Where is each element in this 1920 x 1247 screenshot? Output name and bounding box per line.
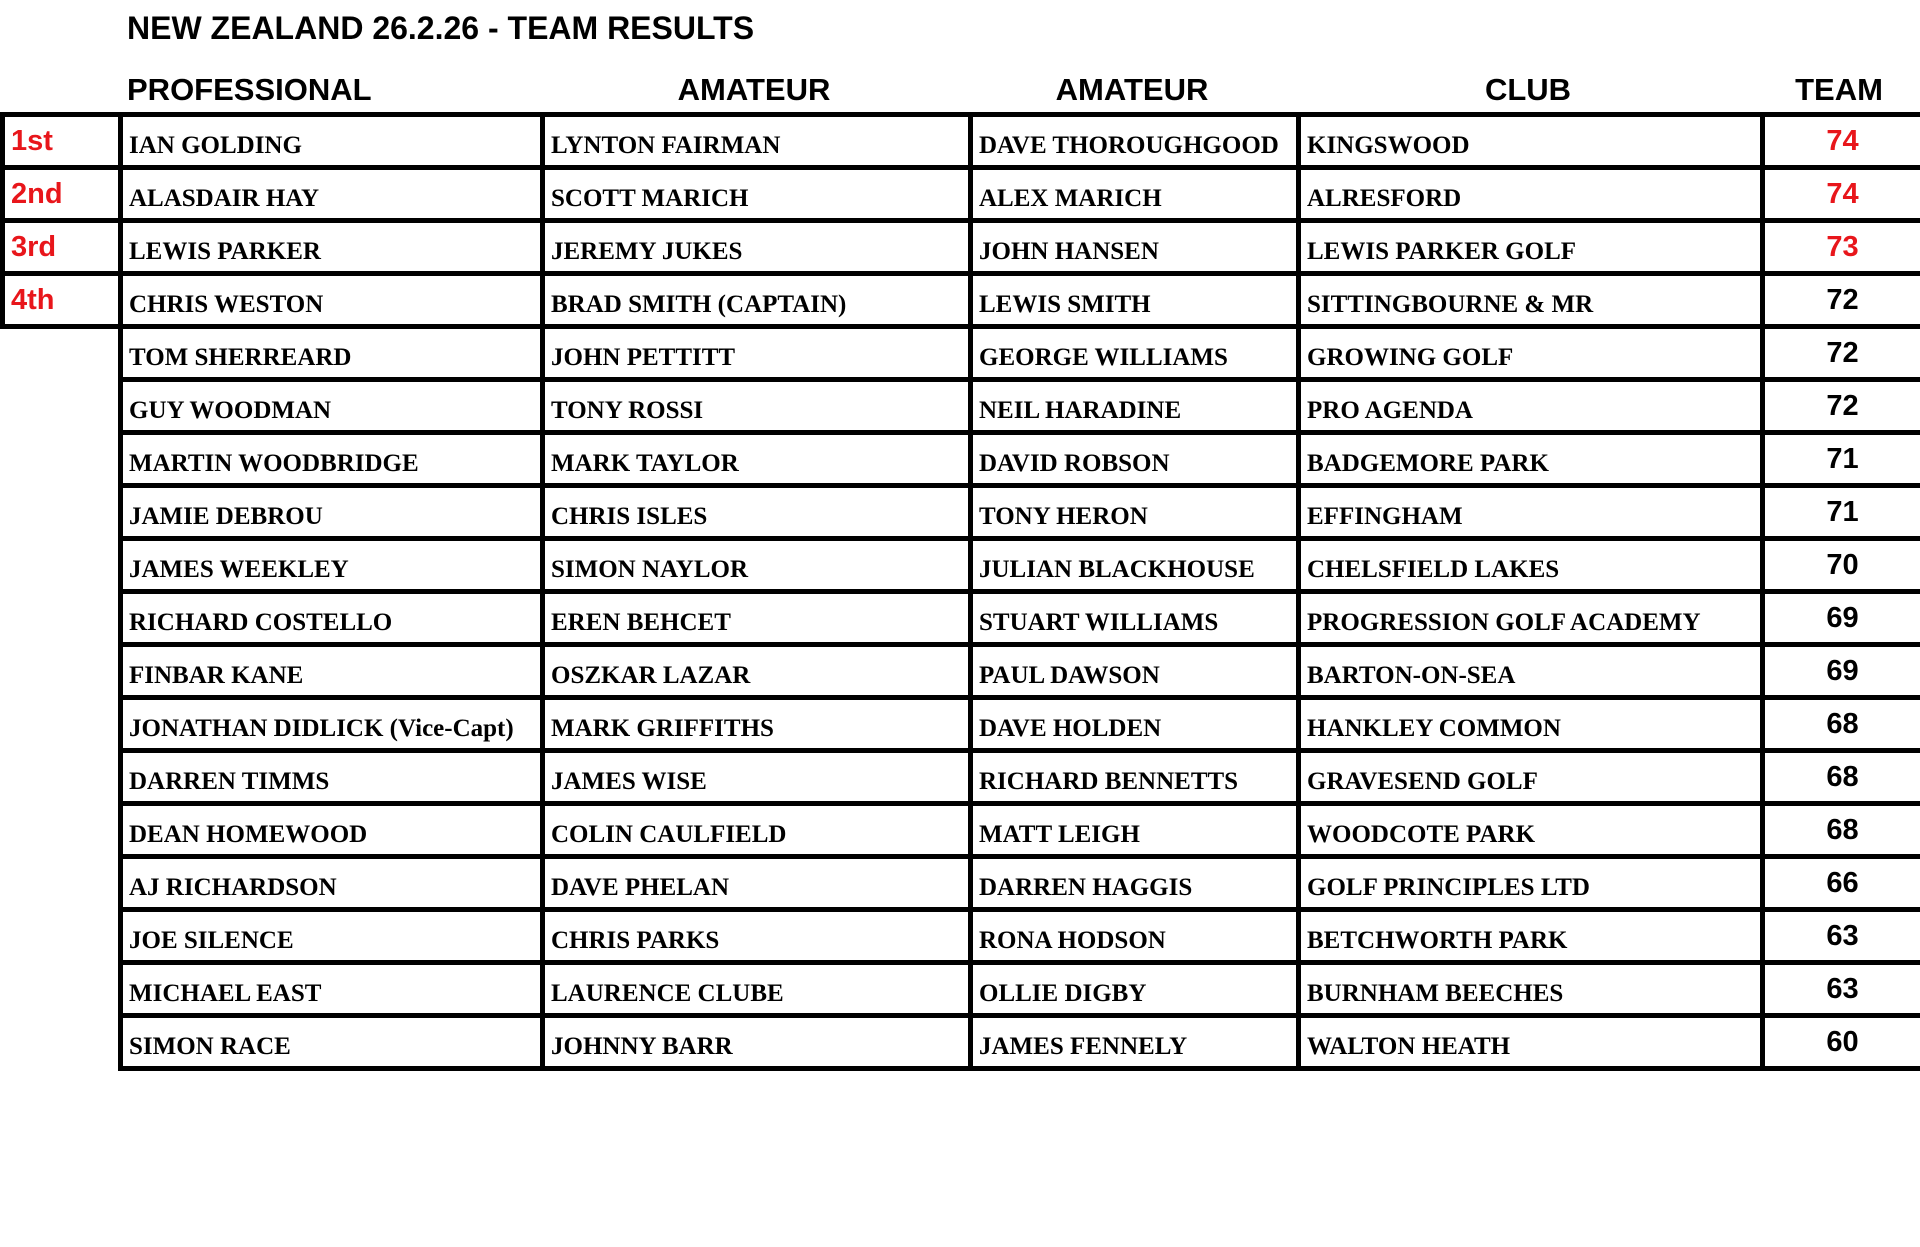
professional-cell: MARTIN WOODBRIDGE — [121, 433, 543, 486]
professional-cell: DARREN TIMMS — [121, 751, 543, 804]
table-row — [121, 592, 1920, 645]
amateur-2-cell: JULIAN BLACKHOUSE — [971, 539, 1299, 592]
amateur-2-cell: DAVE THOROUGHGOOD — [971, 115, 1299, 168]
amateur-2-cell: GEORGE WILLIAMS — [971, 327, 1299, 380]
club-cell: PRO AGENDA — [1299, 380, 1763, 433]
table-row — [121, 963, 1920, 1016]
amateur-1-cell: JOHN PETTITT — [543, 327, 971, 380]
professional-cell: TOM SHERREARD — [121, 327, 543, 380]
table-row — [121, 486, 1920, 539]
amateur-1-cell: BRAD SMITH (CAPTAIN) — [543, 274, 971, 327]
amateur-1-cell: CHRIS PARKS — [543, 910, 971, 963]
header-amateur-2: AMATEUR — [1055, 72, 1209, 107]
amateur-2-cell: NEIL HARADINE — [971, 380, 1299, 433]
page-title: NEW ZEALAND 26.2.26 - TEAM RESULTS — [127, 10, 755, 46]
team-score-cell: 73 — [1763, 221, 1920, 274]
amateur-1-cell: COLIN CAULFIELD — [543, 804, 971, 857]
professional-cell: FINBAR KANE — [121, 645, 543, 698]
table-row — [121, 221, 1920, 274]
team-score-cell: 69 — [1763, 592, 1920, 645]
amateur-1-cell: SIMON NAYLOR — [543, 539, 971, 592]
amateur-2-cell: RICHARD BENNETTS — [971, 751, 1299, 804]
professional-cell: MICHAEL EAST — [121, 963, 543, 1016]
header-professional: PROFESSIONAL — [127, 72, 372, 107]
club-cell: SITTINGBOURNE & MR — [1299, 274, 1763, 327]
club-cell: CHELSFIELD LAKES — [1299, 539, 1763, 592]
table-row — [121, 380, 1920, 433]
amateur-1-cell: JAMES WISE — [543, 751, 971, 804]
team-score-cell: 72 — [1763, 380, 1920, 433]
amateur-1-cell: JEREMY JUKES — [543, 221, 971, 274]
place-label: 4th — [3, 274, 121, 327]
amateur-2-cell: DAVE HOLDEN — [971, 698, 1299, 751]
amateur-1-cell: OSZKAR LAZAR — [543, 645, 971, 698]
table-row — [121, 857, 1920, 910]
club-cell: PROGRESSION GOLF ACADEMY — [1299, 592, 1763, 645]
team-score-cell: 70 — [1763, 539, 1920, 592]
team-score-cell: 71 — [1763, 433, 1920, 486]
team-score-cell: 63 — [1763, 910, 1920, 963]
amateur-2-cell: ALEX MARICH — [971, 168, 1299, 221]
place-row — [3, 115, 121, 168]
place-row — [3, 168, 121, 221]
team-score-cell: 69 — [1763, 645, 1920, 698]
amateur-1-cell: LYNTON FAIRMAN — [543, 115, 971, 168]
professional-cell: JONATHAN DIDLICK (Vice-Capt) — [121, 698, 543, 751]
club-cell: WOODCOTE PARK — [1299, 804, 1763, 857]
amateur-1-cell: JOHNNY BARR — [543, 1016, 971, 1069]
place-label: 3rd — [3, 221, 121, 274]
amateur-1-cell: CHRIS ISLES — [543, 486, 971, 539]
club-cell: BETCHWORTH PARK — [1299, 910, 1763, 963]
club-cell: BARTON-ON-SEA — [1299, 645, 1763, 698]
professional-cell: RICHARD COSTELLO — [121, 592, 543, 645]
places-column — [0, 112, 123, 329]
table-row — [121, 645, 1920, 698]
club-cell: HANKLEY COMMON — [1299, 698, 1763, 751]
table-row — [121, 327, 1920, 380]
amateur-1-cell: EREN BEHCET — [543, 592, 971, 645]
results-table — [118, 112, 1920, 1071]
table-row — [121, 1016, 1920, 1069]
header-amateur-1: AMATEUR — [677, 72, 831, 107]
table-row — [121, 910, 1920, 963]
table-row — [121, 433, 1920, 486]
professional-cell: GUY WOODMAN — [121, 380, 543, 433]
table-row — [121, 274, 1920, 327]
team-score-cell: 60 — [1763, 1016, 1920, 1069]
amateur-2-cell: TONY HERON — [971, 486, 1299, 539]
club-cell: ALRESFORD — [1299, 168, 1763, 221]
amateur-1-cell: TONY ROSSI — [543, 380, 971, 433]
team-score-cell: 74 — [1763, 115, 1920, 168]
table-row — [121, 804, 1920, 857]
team-score-cell: 68 — [1763, 698, 1920, 751]
club-cell: GOLF PRINCIPLES LTD — [1299, 857, 1763, 910]
amateur-1-cell: SCOTT MARICH — [543, 168, 971, 221]
professional-cell: DEAN HOMEWOOD — [121, 804, 543, 857]
team-score-cell: 68 — [1763, 804, 1920, 857]
amateur-2-cell: DARREN HAGGIS — [971, 857, 1299, 910]
club-cell: EFFINGHAM — [1299, 486, 1763, 539]
professional-cell: SIMON RACE — [121, 1016, 543, 1069]
professional-cell: JAMIE DEBROU — [121, 486, 543, 539]
team-score-cell: 68 — [1763, 751, 1920, 804]
amateur-2-cell: JOHN HANSEN — [971, 221, 1299, 274]
club-cell: WALTON HEATH — [1299, 1016, 1763, 1069]
table-row — [121, 539, 1920, 592]
team-score-cell: 72 — [1763, 274, 1920, 327]
place-label: 1st — [3, 115, 121, 168]
header-club: CLUB — [1484, 72, 1572, 107]
amateur-2-cell: LEWIS SMITH — [971, 274, 1299, 327]
club-cell: LEWIS PARKER GOLF — [1299, 221, 1763, 274]
team-score-cell: 71 — [1763, 486, 1920, 539]
team-score-cell: 74 — [1763, 168, 1920, 221]
amateur-1-cell: MARK GRIFFITHS — [543, 698, 971, 751]
team-score-cell: 72 — [1763, 327, 1920, 380]
amateur-2-cell: DAVID ROBSON — [971, 433, 1299, 486]
professional-cell: AJ RICHARDSON — [121, 857, 543, 910]
professional-cell: LEWIS PARKER — [121, 221, 543, 274]
amateur-1-cell: LAURENCE CLUBE — [543, 963, 971, 1016]
club-cell: BURNHAM BEECHES — [1299, 963, 1763, 1016]
professional-cell: CHRIS WESTON — [121, 274, 543, 327]
club-cell: BADGEMORE PARK — [1299, 433, 1763, 486]
club-cell: KINGSWOOD — [1299, 115, 1763, 168]
header-team: TEAM — [1795, 72, 1883, 107]
amateur-2-cell: STUART WILLIAMS — [971, 592, 1299, 645]
amateur-1-cell: MARK TAYLOR — [543, 433, 971, 486]
table-row — [121, 168, 1920, 221]
amateur-2-cell: MATT LEIGH — [971, 804, 1299, 857]
professional-cell: JAMES WEEKLEY — [121, 539, 543, 592]
amateur-2-cell: JAMES FENNELY — [971, 1016, 1299, 1069]
place-row — [3, 221, 121, 274]
team-score-cell: 63 — [1763, 963, 1920, 1016]
table-row — [121, 751, 1920, 804]
table-row — [121, 115, 1920, 168]
club-cell: GRAVESEND GOLF — [1299, 751, 1763, 804]
professional-cell: ALASDAIR HAY — [121, 168, 543, 221]
table-row — [121, 698, 1920, 751]
amateur-2-cell: RONA HODSON — [971, 910, 1299, 963]
place-row — [3, 274, 121, 327]
club-cell: GROWING GOLF — [1299, 327, 1763, 380]
team-score-cell: 66 — [1763, 857, 1920, 910]
amateur-1-cell: DAVE PHELAN — [543, 857, 971, 910]
amateur-2-cell: OLLIE DIGBY — [971, 963, 1299, 1016]
professional-cell: JOE SILENCE — [121, 910, 543, 963]
amateur-2-cell: PAUL DAWSON — [971, 645, 1299, 698]
place-label: 2nd — [3, 168, 121, 221]
professional-cell: IAN GOLDING — [121, 115, 543, 168]
